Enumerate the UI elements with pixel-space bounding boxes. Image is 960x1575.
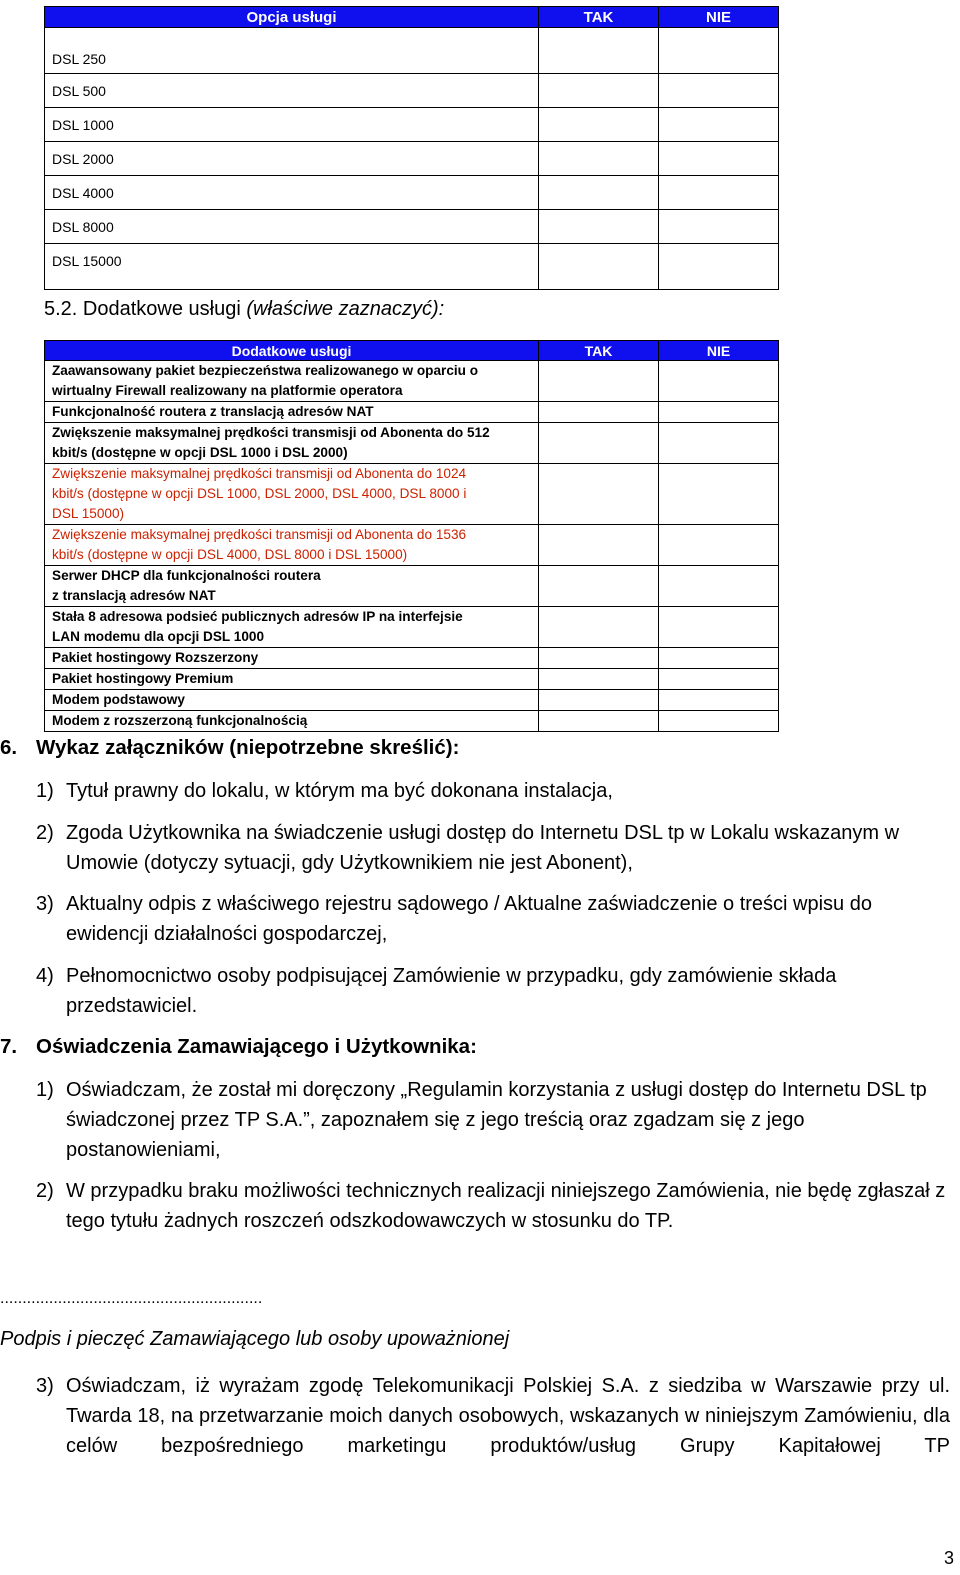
yes-checkbox-cell[interactable] — [539, 108, 659, 142]
service-label-line: Serwer DHCP dla funkcjonalności routera — [52, 568, 321, 583]
yes-checkbox-cell[interactable] — [539, 690, 659, 711]
list-item — [36, 818, 950, 878]
service-label-line: Zwiększenie maksymalnej prędkości transmisji od Abonenta do 1024 — [52, 466, 467, 481]
no-column-header: NIE — [659, 7, 779, 28]
no-checkbox-cell[interactable] — [659, 402, 779, 423]
service-label-line: Pakiet hostingowy Rozszerzony — [52, 650, 259, 665]
service-label-line: Funkcjonalność routera z translacją adresów NAT — [52, 404, 374, 419]
yes-checkbox-cell[interactable] — [539, 210, 659, 244]
dsl-options-table — [44, 6, 779, 290]
no-checkbox-cell[interactable] — [659, 176, 779, 210]
list-number: 1) — [36, 1079, 54, 1101]
list-number: 4) — [36, 965, 54, 987]
table-row — [45, 402, 779, 423]
section-6-heading — [0, 736, 960, 764]
list-number: 2) — [36, 1180, 54, 1202]
no-checkbox-cell[interactable] — [659, 361, 779, 402]
table-row — [45, 711, 779, 732]
no-checkbox-cell[interactable] — [659, 210, 779, 244]
section-5-2-heading — [44, 298, 444, 321]
list-item — [36, 776, 950, 806]
table-row — [45, 142, 779, 176]
page-number: 3 — [944, 1548, 955, 1568]
list-text: W przypadku braku możliwości technicznych realizacji niniejszego Zamówienia, nie będę zgłaszał z tego tytułu żadnych roszczeń odszkodowawczych w stosunku do TP. — [66, 1180, 946, 1232]
yes-checkbox-cell[interactable] — [539, 607, 659, 648]
list-item — [36, 961, 950, 1021]
service-label — [45, 690, 539, 711]
no-checkbox-cell[interactable] — [659, 108, 779, 142]
service-label-line: Zwiększenie maksymalnej prędkości transmisji od Abonenta do 1536 — [52, 527, 467, 542]
service-label-line: Stała 8 adresowa podsieć publicznych adresów IP na interfejsie — [52, 609, 463, 624]
list-text: Tytuł prawny do lokalu, w którym ma być dokonana instalacja, — [66, 780, 613, 802]
no-checkbox-cell[interactable] — [659, 74, 779, 108]
table-row — [45, 566, 779, 607]
list-item — [36, 1176, 950, 1236]
service-label-line: kbit/s (dostępne w opcji DSL 4000, DSL 8000 i DSL 15000) — [52, 547, 408, 562]
service-column-header: Dodatkowe usługi — [45, 341, 539, 361]
list-item — [36, 1371, 950, 1461]
service-label-line: DSL 15000) — [52, 506, 125, 521]
signature-label: Podpis i pieczęć Zamawiającego lub osoby upoważnionej — [0, 1328, 510, 1350]
no-checkbox-cell[interactable] — [659, 690, 779, 711]
no-checkbox-cell[interactable] — [659, 142, 779, 176]
list-text: Pełnomocnictwo osoby podpisującej Zamówienie w przypadku, gdy zamówienie składa przedstawiciel. — [66, 965, 837, 1017]
no-checkbox-cell[interactable] — [659, 244, 779, 290]
yes-checkbox-cell[interactable] — [539, 669, 659, 690]
signature-line: ........................................................... — [0, 1290, 263, 1307]
list-item — [36, 1075, 950, 1165]
no-checkbox-cell[interactable] — [659, 423, 779, 464]
section-7-heading — [0, 1035, 960, 1063]
no-checkbox-cell[interactable] — [659, 711, 779, 732]
option-label: DSL 4000 — [45, 176, 539, 210]
option-label: DSL 8000 — [45, 210, 539, 244]
table-row — [45, 210, 779, 244]
section-title: Oświadczenia Zamawiającego i Użytkownika: — [36, 1035, 477, 1058]
table-row — [45, 108, 779, 142]
service-label-line: LAN modemu dla opcji DSL 1000 — [52, 629, 265, 644]
table-row — [45, 244, 779, 290]
yes-checkbox-cell[interactable] — [539, 74, 659, 108]
list-number: 3) — [36, 1375, 54, 1397]
service-label — [45, 566, 539, 607]
section-title: Dodatkowe usługi — [82, 298, 241, 320]
yes-checkbox-cell[interactable] — [539, 566, 659, 607]
additional-services-table — [44, 340, 779, 732]
yes-checkbox-cell[interactable] — [539, 142, 659, 176]
yes-column-header: TAK — [539, 341, 659, 361]
section-number: 7. — [0, 1035, 18, 1058]
service-label-line: kbit/s (dostępne w opcji DSL 1000, DSL 2000, DSL 4000, DSL 8000 i — [52, 486, 467, 501]
list-number: 2) — [36, 822, 54, 844]
service-label — [45, 402, 539, 423]
service-label-line: Modem podstawowy — [52, 692, 185, 707]
service-label — [45, 464, 539, 525]
option-label: DSL 500 — [45, 74, 539, 108]
list-number: 1) — [36, 780, 54, 802]
table-row — [45, 607, 779, 648]
no-checkbox-cell[interactable] — [659, 566, 779, 607]
list-number: 3) — [36, 893, 54, 915]
service-label — [45, 361, 539, 402]
service-label — [45, 525, 539, 566]
table-row — [45, 464, 779, 525]
list-text: Zgoda Użytkownika na świadczenie usługi dostęp do Internetu DSL tp w Lokalu wskazanym w Umowie (dotyczy sytuacji, gdy Użytkownikiem nie jest Abonent), — [66, 822, 900, 874]
no-checkbox-cell[interactable] — [659, 669, 779, 690]
service-label-line: Zaawansowany pakiet bezpieczeństwa realizowanego w oparciu o — [52, 363, 479, 378]
option-column-header: Opcja usługi — [45, 7, 539, 28]
no-checkbox-cell[interactable] — [659, 28, 779, 74]
table-row — [45, 525, 779, 566]
yes-checkbox-cell[interactable] — [539, 244, 659, 290]
yes-column-header: TAK — [539, 7, 659, 28]
no-checkbox-cell[interactable] — [659, 525, 779, 566]
yes-checkbox-cell[interactable] — [539, 28, 659, 74]
no-checkbox-cell[interactable] — [659, 464, 779, 525]
service-label — [45, 423, 539, 464]
table-row — [45, 361, 779, 402]
service-label-line: kbit/s (dostępne w opcji DSL 1000 i DSL 2000) — [52, 445, 348, 460]
service-label — [45, 648, 539, 669]
service-label-line: z translacją adresów NAT — [52, 588, 216, 603]
table-row — [45, 176, 779, 210]
yes-checkbox-cell[interactable] — [539, 464, 659, 525]
option-label: DSL 15000 — [45, 244, 539, 290]
yes-checkbox-cell[interactable] — [539, 711, 659, 732]
table-row — [45, 690, 779, 711]
list-text: Oświadczam, że został mi doręczony „Regulamin korzystania z usługi dostęp do Internetu DSL tp świadczonej przez TP S.A.”, zapoznałem się z jego treścią oraz zgadzam się z jego postanowieniami, — [66, 1079, 927, 1161]
no-checkbox-cell[interactable] — [659, 607, 779, 648]
list-text: Aktualny odpis z właściwego rejestru sądowego / Aktualne zaświadczenie o treści wpisu do ewidencji działalności gospodarczej, — [66, 893, 872, 945]
yes-checkbox-cell[interactable] — [539, 423, 659, 464]
yes-checkbox-cell[interactable] — [539, 176, 659, 210]
service-label-line: Modem z rozszerzoną funkcjonalnością — [52, 713, 308, 728]
section-number: 5.2. — [44, 298, 78, 320]
table-row — [45, 423, 779, 464]
yes-checkbox-cell[interactable] — [539, 402, 659, 423]
no-column-header: NIE — [659, 341, 779, 361]
table-row — [45, 74, 779, 108]
service-label — [45, 607, 539, 648]
no-checkbox-cell[interactable] — [659, 648, 779, 669]
option-label: DSL 250 — [45, 28, 539, 74]
service-label-line: Zwiększenie maksymalnej prędkości transmisji od Abonenta do 512 — [52, 425, 490, 440]
yes-checkbox-cell[interactable] — [539, 361, 659, 402]
yes-checkbox-cell[interactable] — [539, 648, 659, 669]
table-row — [45, 28, 779, 74]
option-label: DSL 1000 — [45, 108, 539, 142]
yes-checkbox-cell[interactable] — [539, 525, 659, 566]
service-label — [45, 711, 539, 732]
list-text: Oświadczam, iż wyrażam zgodę Telekomunikacji Polskiej S.A. z siedziba w Warszawie przy ul. Twarda 18, na przetwarzanie moich danych osobowych, wskazanych w niniejszym Zamówieniu, dla celów bezpośredniego marketingu produktów/usług Grupy Kapitałowej TP — [66, 1375, 950, 1457]
section-note: (właściwe zaznaczyć): — [246, 298, 445, 320]
service-label-line: wirtualny Firewall realizowany na platformie operatora — [52, 383, 403, 398]
service-label-line: Pakiet hostingowy Premium — [52, 671, 234, 686]
section-title: Wykaz załączników (niepotrzebne skreślić): — [36, 736, 460, 759]
section-number: 6. — [0, 736, 18, 759]
table-row — [45, 669, 779, 690]
option-label: DSL 2000 — [45, 142, 539, 176]
service-label — [45, 669, 539, 690]
list-item — [36, 889, 950, 949]
table-row — [45, 648, 779, 669]
